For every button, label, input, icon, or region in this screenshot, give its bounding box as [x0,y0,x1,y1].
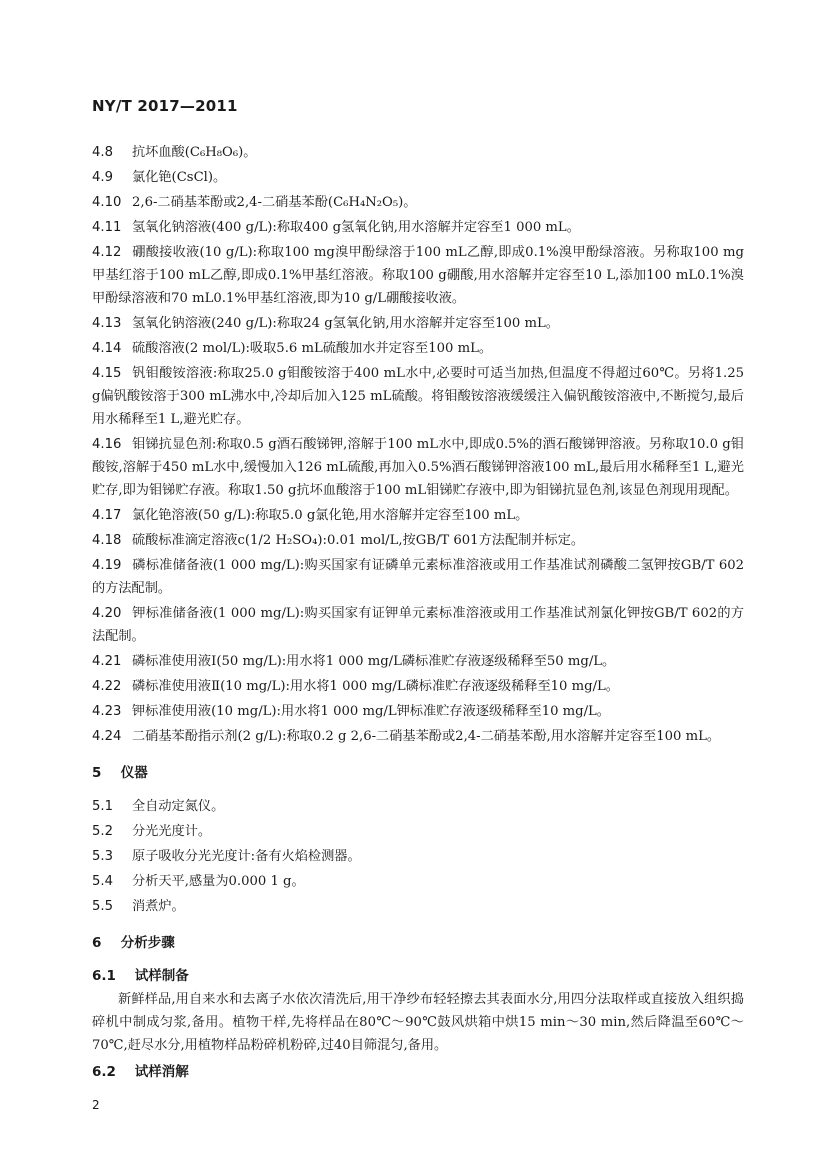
clause-text: 钼锑抗显色剂:称取0.5 g酒石酸锑钾,溶解于100 mL水中,即成0.5%的酒石酸锑钾溶液。另称取10.0 g钼酸铵,溶解于450 mL水中,缓慢加入126 mL硫酸,再加入0.5%酒石酸锑钾溶液100 mL,最后用水稀释至1 L,避光贮存,即为钼锑贮存液。称取1.50 g抗坏血酸溶于100 mL钼锑贮存液中,即为钼锑抗显色剂,该显色剂现用现配。 [92,437,744,498]
section-title: 仪器 [120,765,148,781]
section-number: 6 [92,935,102,951]
reagent-list [92,141,744,748]
clause-item [92,725,744,748]
clause-number: 4.13 [92,316,122,331]
clause-item [92,602,744,648]
clause-number: 4.16 [92,437,122,452]
clause-item [92,675,744,698]
clause-item [92,845,744,868]
clause-number: 4.14 [92,341,122,356]
subsection-heading-digestion [92,1061,744,1084]
subsection-title: 试样制备 [134,968,189,984]
clause-number: 4.15 [92,366,122,381]
clause-item [92,554,744,600]
instrument-list [92,795,744,918]
clause-number: 4.10 [92,195,122,210]
clause-text: 氢氧化钠溶液(400 g/L):称取400 g氢氧化钠,用水溶解并定容至1 000 mL。 [132,220,580,235]
clause-text: 钾标准使用液(10 mg/L):用水将1 000 mg/L钾标准贮存液逐级稀释至10 mg/L。 [132,704,610,719]
clause-item [92,650,744,673]
clause-text: 消煮炉。 [132,899,185,914]
clause-item [92,216,744,239]
clause-text: 抗坏血酸(C₆H₈O₆)。 [132,145,257,160]
clause-item [92,312,744,335]
subsection-number: 6.2 [92,1064,116,1080]
clause-text: 钒钼酸铵溶液:称取25.0 g钼酸铵溶于400 mL水中,必要时可适当加热,但温度不得超过60℃。另将1.25 g偏钒酸铵溶于300 mL沸水中,冷却后加入125 mL硫酸。将钼酸铵溶液缓缓注入偏钒酸铵溶液中,不断搅匀,最后用水稀释至1 L,避光贮存。 [92,366,744,427]
sample-prep-paragraph: 新鲜样品,用自来水和去离子水依次清洗后,用干净纱布轻轻擦去其表面水分,用四分法取样或直接放入组织捣碎机中制成匀浆,备用。植物干样,先将样品在80℃～90℃鼓风烘箱中烘15 min～30 min,然后降温至60℃～70℃,赶尽水分,用植物样品粉碎机粉碎,过40目筛混匀,备用。 [92,992,744,1053]
clause-number: 4.24 [92,729,122,744]
clause-text: 原子吸收分光光度计:备有火焰检测器。 [132,849,361,864]
clause-number: 5.2 [92,824,113,839]
clause-number: 4.17 [92,508,122,523]
standard-code: NY/T 2017—2011 [92,97,238,115]
clause-number: 4.18 [92,533,122,548]
clause-number: 4.22 [92,679,122,694]
clause-text: 磷标准使用液Ⅰ(50 mg/L):用水将1 000 mg/L磷标准贮存液逐级稀释至50 mg/L。 [132,654,616,669]
subsection-heading-sample-prep [92,965,744,988]
clause-item [92,166,744,189]
page-number: 2 [92,1098,100,1112]
clause-number: 4.8 [92,145,113,160]
clause-number: 4.19 [92,558,122,573]
clause-text: 硫酸溶液(2 mol/L):吸取5.6 mL硫酸加水并定容至100 mL。 [132,341,493,356]
clause-text: 2,6-二硝基苯酚或2,4-二硝基苯酚(C₆H₄N₂O₅)。 [132,195,417,210]
clause-number: 5.4 [92,874,113,889]
clause-text: 氯化铯(CsCl)。 [132,170,227,185]
clause-text: 磷标准储备液(1 000 mg/L):购买国家有证磷单元素标准溶液或用工作基准试剂磷酸二氢钾按GB/T 602的方法配制。 [92,558,744,596]
clause-text: 全自动定氮仪。 [132,799,225,814]
section-heading-procedure [92,932,744,955]
clause-item [92,504,744,527]
clause-text: 氢氧化钠溶液(240 g/L):称取24 g氢氧化钠,用水溶解并定容至100 mL。 [132,316,559,331]
clause-item [92,141,744,164]
clause-item [92,820,744,843]
clause-text: 分光光度计。 [132,824,212,839]
clause-number: 4.12 [92,245,122,260]
clause-number: 4.21 [92,654,122,669]
clause-item [92,362,744,431]
clause-item [92,870,744,893]
subsection-title: 试样消解 [134,1064,189,1080]
clause-text: 硼酸接收液(10 g/L):称取100 mg溴甲酚绿溶于100 mL乙醇,即成0.1%溴甲酚绿溶液。另称取100 mg甲基红溶于100 mL乙醇,即成0.1%甲基红溶液。称取100 g硼酸,用水溶解并定容至10 L,添加100 mL0.1%溴甲酚绿溶液和70 mL0.1%甲基红溶液,即为10 g/L硼酸接收液。 [92,245,744,306]
section-heading-instruments [92,762,744,785]
clause-item [92,433,744,502]
clause-item [92,700,744,723]
clause-text: 磷标准使用液Ⅱ(10 mg/L):用水将1 000 mg/L磷标准贮存液逐级稀释至10 mg/L。 [132,679,619,694]
clause-item [92,795,744,818]
subsection-number: 6.1 [92,968,116,984]
clause-number: 5.5 [92,899,113,914]
clause-number: 4.23 [92,704,122,719]
clause-text: 分析天平,感量为0.000 1 g。 [132,874,305,889]
clause-item [92,337,744,360]
document-body [92,141,744,1084]
clause-text: 钾标准储备液(1 000 mg/L):购买国家有证钾单元素标准溶液或用工作基准试剂氯化钾按GB/T 602的方法配制。 [92,606,744,644]
clause-number: 4.9 [92,170,113,185]
section-title: 分析步骤 [120,935,175,951]
clause-text: 二硝基苯酚指示剂(2 g/L):称取0.2 g 2,6-二硝基苯酚或2,4-二硝基苯酚,用水溶解并定容至100 mL。 [132,729,721,744]
clause-number: 5.3 [92,849,113,864]
clause-number: 4.20 [92,606,122,621]
clause-number: 5.1 [92,799,113,814]
clause-text: 氯化铯溶液(50 g/L):称取5.0 g氯化铯,用水溶解并定容至100 mL。 [132,508,529,523]
clause-text: 硫酸标准滴定溶液c(1/2 H₂SO₄):0.01 mol/L,按GB/T 601方法配制并标定。 [132,533,585,548]
clause-item [92,895,744,918]
section-number: 5 [92,765,102,781]
clause-item [92,241,744,310]
clause-item [92,529,744,552]
clause-item [92,191,744,214]
clause-number: 4.11 [92,220,122,235]
